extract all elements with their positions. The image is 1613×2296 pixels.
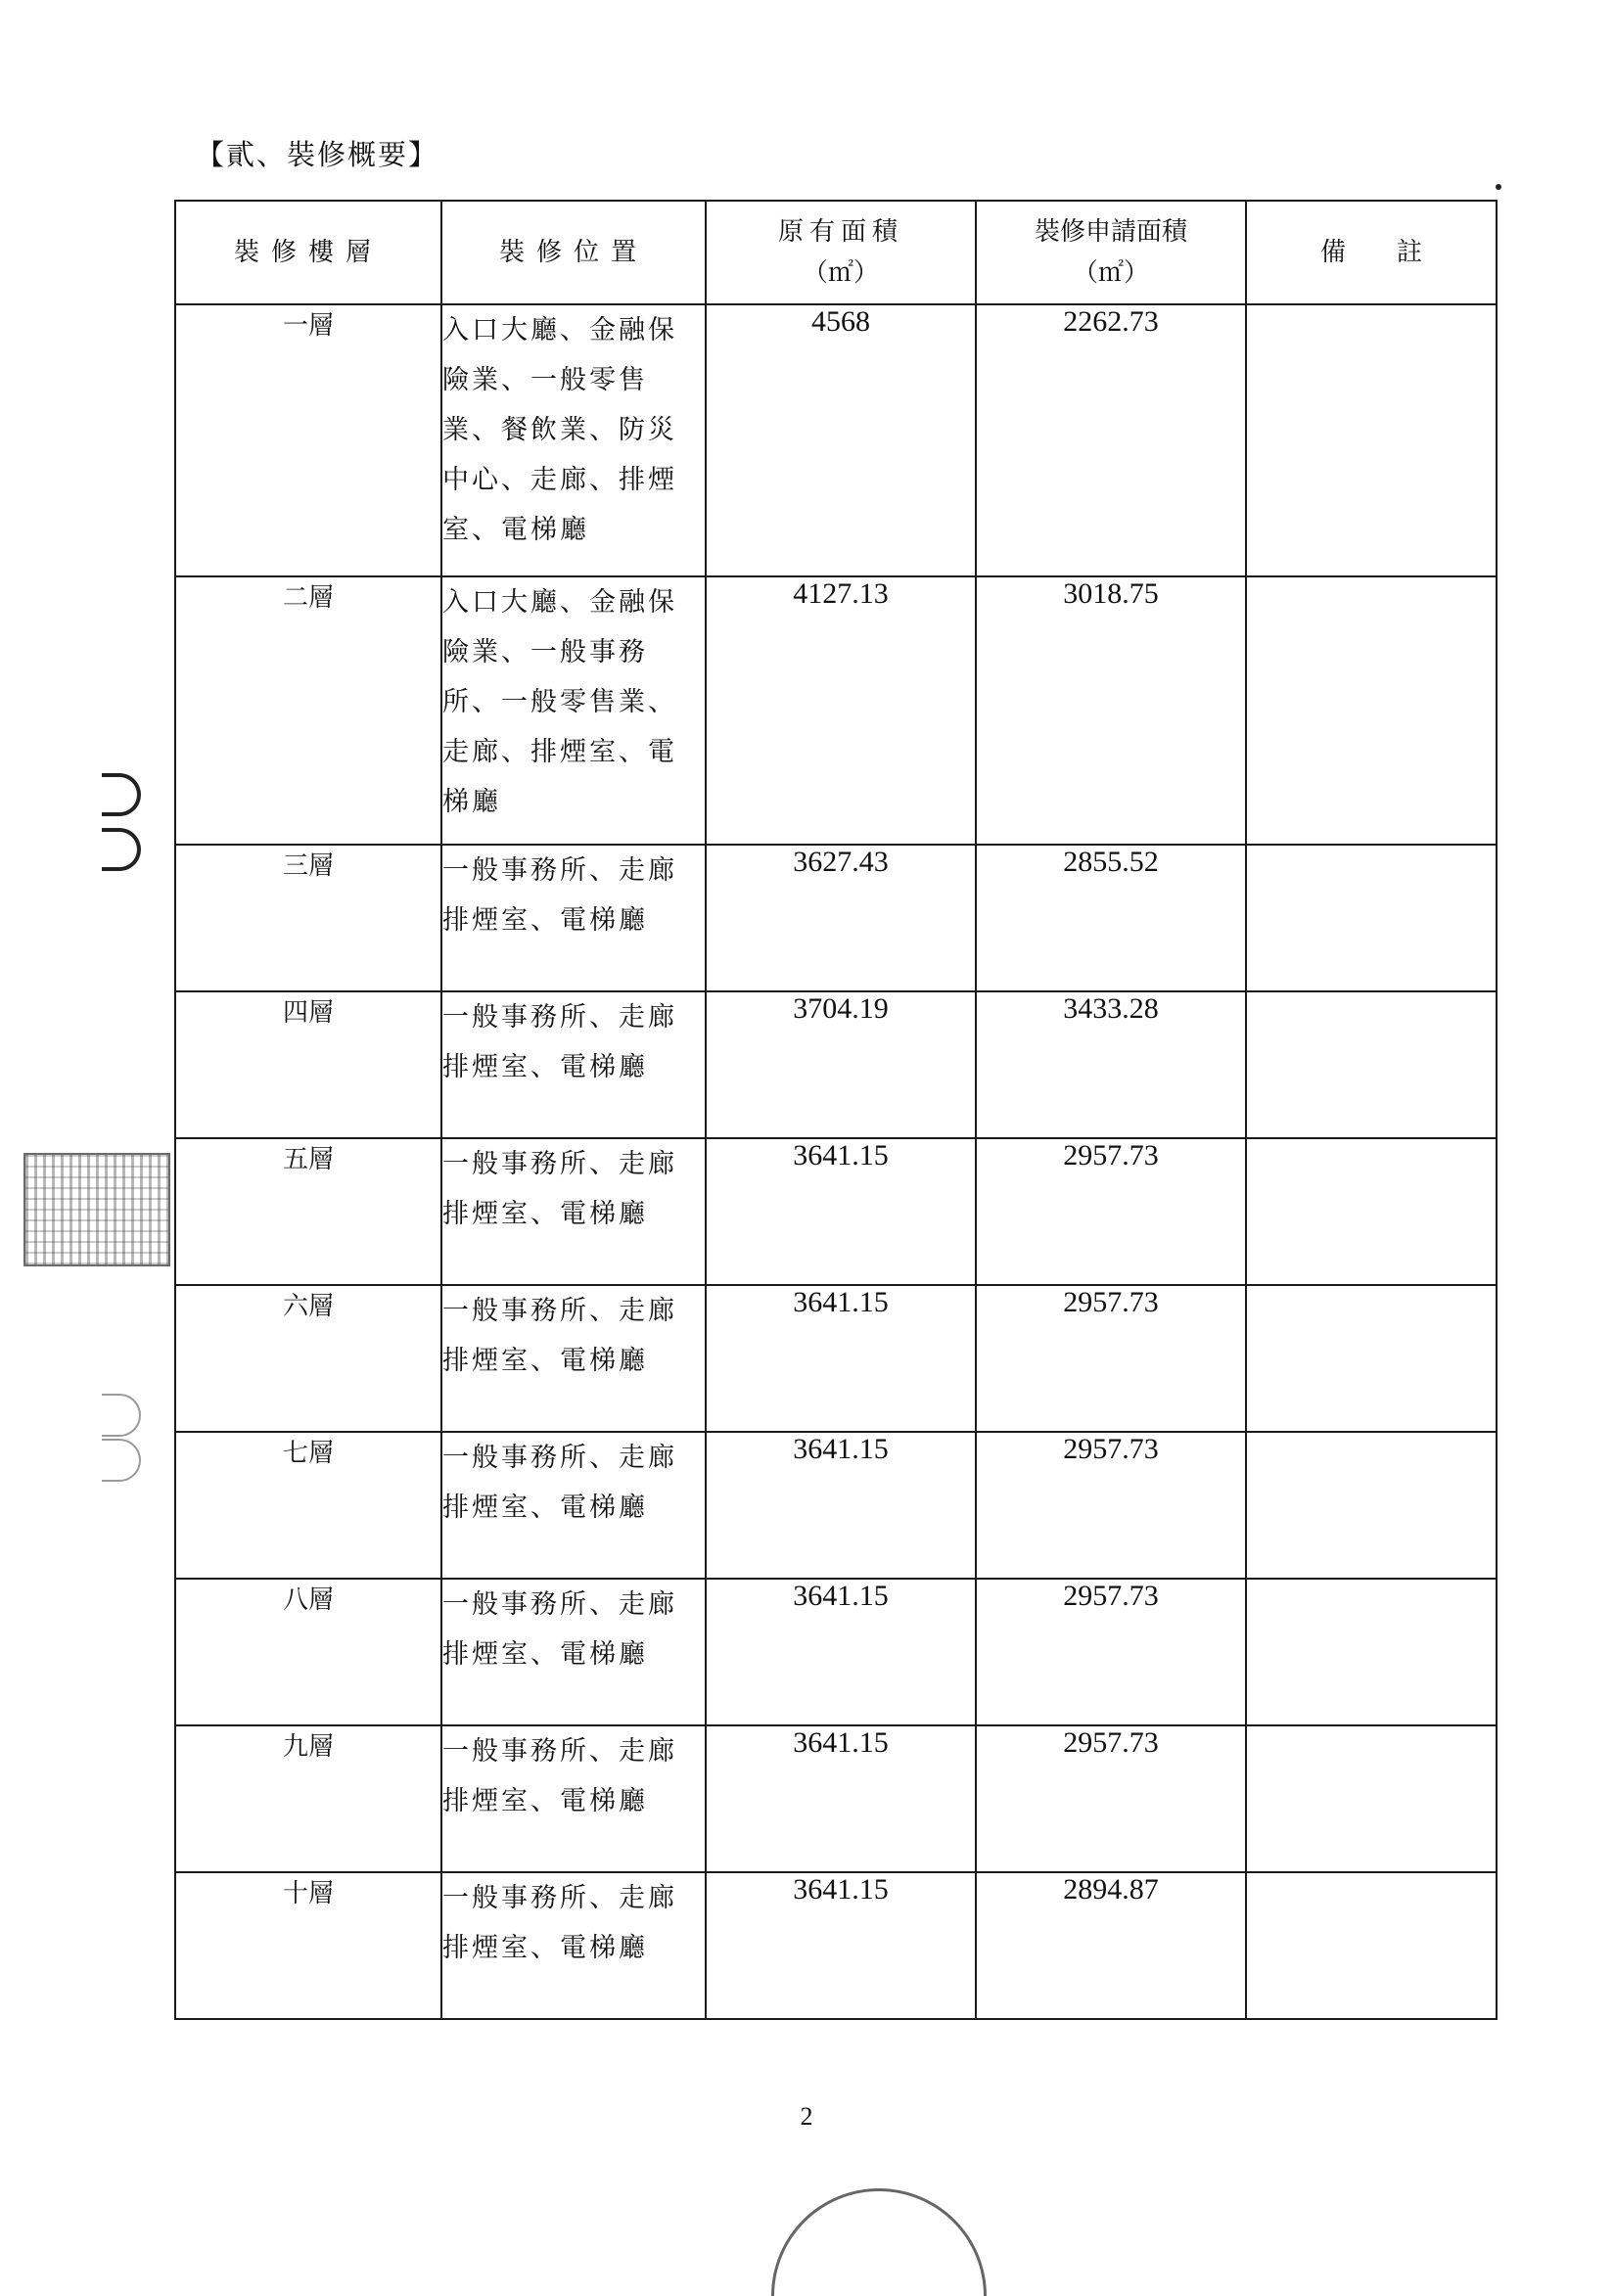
location-cell: 一般事務所、走廊排煙室、電梯廳 (441, 1872, 706, 2019)
binding-hole-mark (102, 773, 141, 816)
applied-area-cell: 2957.73 (976, 1579, 1246, 1725)
table-row (175, 991, 1497, 1138)
original-area-cell: 3641.15 (706, 1579, 976, 1725)
table-row (175, 1579, 1497, 1725)
renovation-summary-table-container (174, 200, 1496, 2020)
location-cell: 一般事務所、走廊排煙室、電梯廳 (441, 991, 706, 1138)
remarks-cell (1246, 1725, 1497, 1872)
page-number: 2 (800, 2102, 813, 2131)
header-original-area (706, 201, 976, 304)
header-floor: 裝修樓層 (175, 201, 441, 304)
original-area-cell: 3641.15 (706, 1138, 976, 1285)
table-row (175, 304, 1497, 576)
location-cell: 入口大廳、金融保險業、一般事務所、一般零售業、走廊、排煙室、電梯廳 (441, 576, 706, 845)
section-title: 【貳、裝修概要】 (196, 138, 439, 171)
scan-speck (1496, 184, 1501, 190)
applied-area-cell: 2894.87 (976, 1872, 1246, 2019)
remarks-cell (1246, 304, 1497, 576)
header-applied-area-label: 裝修申請面積 (1034, 217, 1187, 247)
applied-area-cell: 2855.52 (976, 845, 1246, 991)
table-row (175, 845, 1497, 991)
header-applied-area-unit: （㎡） (1072, 258, 1149, 288)
location-cell: 一般事務所、走廊排煙室、電梯廳 (441, 1579, 706, 1725)
table-header-row (175, 201, 1497, 304)
remarks-cell (1246, 991, 1497, 1138)
remarks-cell (1246, 1872, 1497, 2019)
floor-cell: 三層 (175, 845, 441, 991)
table-row (175, 1872, 1497, 2019)
remarks-cell (1246, 1579, 1497, 1725)
location-cell: 一般事務所、走廊排煙室、電梯廳 (441, 1285, 706, 1432)
floor-cell: 十層 (175, 1872, 441, 2019)
original-area-cell: 3704.19 (706, 991, 976, 1138)
original-area-cell: 4568 (706, 304, 976, 576)
table-row (175, 1138, 1497, 1285)
floor-cell: 八層 (175, 1579, 441, 1725)
floor-cell: 七層 (175, 1432, 441, 1579)
floor-cell: 五層 (175, 1138, 441, 1285)
header-original-area-label: 原有面積 (777, 217, 903, 247)
original-area-cell: 4127.13 (706, 576, 976, 845)
applied-area-cell: 2262.73 (976, 304, 1246, 576)
floor-cell: 九層 (175, 1725, 441, 1872)
applied-area-cell: 2957.73 (976, 1725, 1246, 1872)
applied-area-cell: 3433.28 (976, 991, 1246, 1138)
original-area-cell: 3641.15 (706, 1725, 976, 1872)
applied-area-cell: 3018.75 (976, 576, 1246, 845)
original-area-cell: 3641.15 (706, 1432, 976, 1579)
header-applied-area (976, 201, 1246, 304)
binding-hole-mark (102, 828, 141, 871)
remarks-cell (1246, 845, 1497, 991)
location-cell: 一般事務所、走廊排煙室、電梯廳 (441, 1138, 706, 1285)
original-area-cell: 3641.15 (706, 1872, 976, 2019)
header-original-area-unit: （㎡） (802, 258, 879, 288)
binding-hole-mark (102, 1394, 141, 1437)
applied-area-cell: 2957.73 (976, 1138, 1246, 1285)
floor-cell: 六層 (175, 1285, 441, 1432)
original-area-cell: 3627.43 (706, 845, 976, 991)
table-row (175, 1432, 1497, 1579)
table-row (175, 1285, 1497, 1432)
table-row (175, 1725, 1497, 1872)
header-remarks: 備 註 (1246, 201, 1497, 304)
original-area-cell: 3641.15 (706, 1285, 976, 1432)
location-cell: 入口大廳、金融保險業、一般零售業、餐飲業、防災中心、走廊、排煙室、電梯廳 (441, 304, 706, 576)
location-cell: 一般事務所、走廊排煙室、電梯廳 (441, 1725, 706, 1872)
location-cell: 一般事務所、走廊排煙室、電梯廳 (441, 845, 706, 991)
applied-area-cell: 2957.73 (976, 1285, 1246, 1432)
remarks-cell (1246, 1285, 1497, 1432)
remarks-cell (1246, 1138, 1497, 1285)
floor-cell: 二層 (175, 576, 441, 845)
binding-hole-mark (102, 1439, 141, 1482)
table-row (175, 576, 1497, 845)
seal-stamp-bottom (771, 2188, 987, 2296)
applied-area-cell: 2957.73 (976, 1432, 1246, 1579)
location-cell: 一般事務所、走廊排煙室、電梯廳 (441, 1432, 706, 1579)
remarks-cell (1246, 1432, 1497, 1579)
renovation-summary-table (174, 200, 1498, 2020)
header-location: 裝修位置 (441, 201, 706, 304)
floor-cell: 一層 (175, 304, 441, 576)
floor-cell: 四層 (175, 991, 441, 1138)
remarks-cell (1246, 576, 1497, 845)
seal-stamp-left (23, 1153, 170, 1266)
